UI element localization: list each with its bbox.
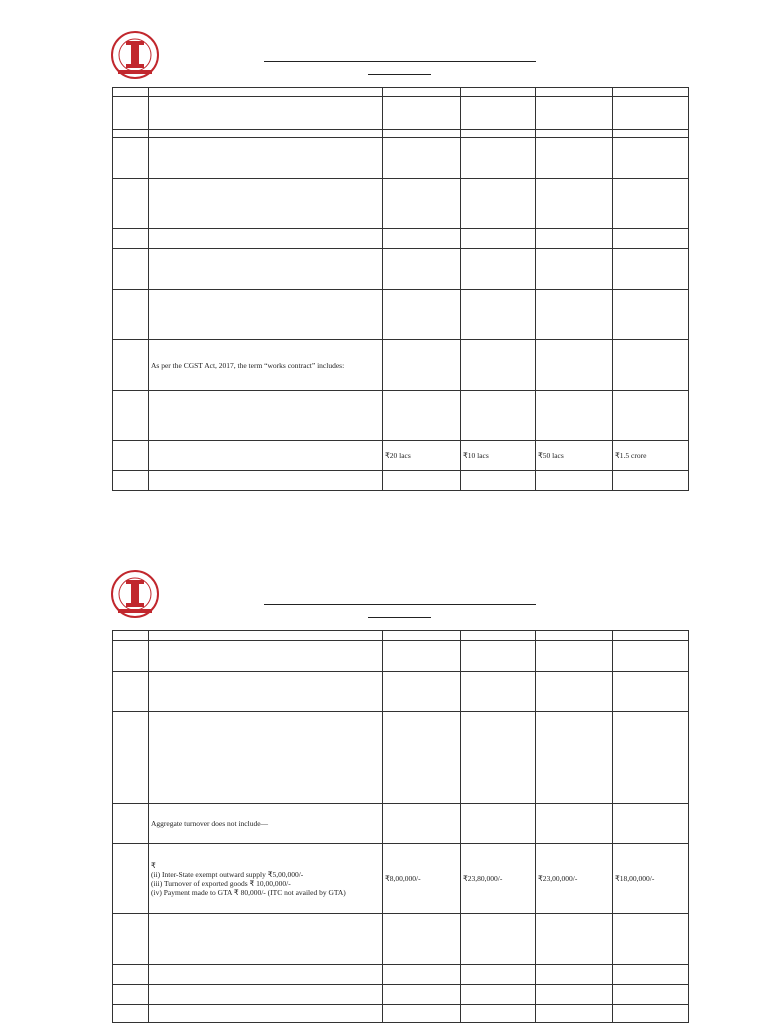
q-number bbox=[113, 965, 149, 985]
option-a bbox=[383, 290, 461, 340]
table-row bbox=[113, 471, 689, 491]
option-d bbox=[613, 249, 689, 290]
question-table bbox=[112, 630, 689, 1023]
option-b bbox=[461, 471, 536, 491]
option-c bbox=[536, 290, 613, 340]
table-row bbox=[113, 1005, 689, 1023]
subheader-rule bbox=[368, 617, 431, 618]
option-c bbox=[536, 914, 613, 965]
option-d bbox=[613, 290, 689, 340]
option-a bbox=[383, 985, 461, 1005]
table-row bbox=[113, 88, 689, 97]
question-cell bbox=[149, 631, 383, 641]
option-c bbox=[536, 130, 613, 138]
q-number bbox=[113, 340, 149, 391]
option-a bbox=[383, 712, 461, 804]
option-b bbox=[461, 179, 536, 229]
q-number bbox=[113, 138, 149, 179]
question-cell bbox=[149, 712, 383, 804]
table-row bbox=[113, 985, 689, 1005]
option-a bbox=[383, 97, 461, 130]
option-a bbox=[383, 631, 461, 641]
q-number bbox=[113, 1005, 149, 1023]
option-a bbox=[383, 914, 461, 965]
option-b bbox=[461, 914, 536, 965]
subheader-rule bbox=[368, 74, 431, 75]
option-c bbox=[536, 138, 613, 179]
option-a bbox=[383, 229, 461, 249]
option-b bbox=[461, 1005, 536, 1023]
option-d: ₹18,00,000/- bbox=[613, 844, 689, 914]
q-number bbox=[113, 391, 149, 441]
option-d bbox=[613, 179, 689, 229]
q-number bbox=[113, 88, 149, 97]
q-number bbox=[113, 641, 149, 672]
option-c bbox=[536, 631, 613, 641]
option-d bbox=[613, 804, 689, 844]
option-b bbox=[461, 130, 536, 138]
option-a bbox=[383, 672, 461, 712]
table-row bbox=[113, 249, 689, 290]
table-row bbox=[113, 229, 689, 249]
option-c bbox=[536, 1005, 613, 1023]
institute-logo bbox=[110, 30, 160, 80]
option-a bbox=[383, 88, 461, 97]
option-d bbox=[613, 97, 689, 130]
option-c bbox=[536, 97, 613, 130]
question-cell: Aggregate turnover does not include— bbox=[149, 804, 383, 844]
question-cell bbox=[149, 290, 383, 340]
question-cell bbox=[149, 179, 383, 229]
option-b bbox=[461, 712, 536, 804]
q-number bbox=[113, 179, 149, 229]
option-a bbox=[383, 130, 461, 138]
option-d bbox=[613, 641, 689, 672]
option-a bbox=[383, 471, 461, 491]
question-cell bbox=[149, 138, 383, 179]
q-number bbox=[113, 249, 149, 290]
option-c bbox=[536, 229, 613, 249]
q-number bbox=[113, 290, 149, 340]
option-b bbox=[461, 229, 536, 249]
option-a bbox=[383, 965, 461, 985]
option-d bbox=[613, 712, 689, 804]
table-row bbox=[113, 804, 689, 844]
option-b bbox=[461, 88, 536, 97]
option-b bbox=[461, 340, 536, 391]
option-d bbox=[613, 88, 689, 97]
option-d bbox=[613, 130, 689, 138]
institute-logo bbox=[110, 569, 160, 619]
question-cell bbox=[149, 471, 383, 491]
option-d bbox=[613, 340, 689, 391]
header-rule bbox=[264, 61, 536, 62]
option-d bbox=[613, 391, 689, 441]
option-b bbox=[461, 672, 536, 712]
q-number bbox=[113, 97, 149, 130]
option-c bbox=[536, 965, 613, 985]
option-b bbox=[461, 641, 536, 672]
option-d: ₹1.5 crore bbox=[613, 441, 689, 471]
option-b bbox=[461, 138, 536, 179]
header-rule bbox=[264, 604, 536, 605]
table-row bbox=[113, 631, 689, 641]
question-cell bbox=[149, 441, 383, 471]
option-d bbox=[613, 229, 689, 249]
q-number bbox=[113, 441, 149, 471]
option-a bbox=[383, 391, 461, 441]
option-d bbox=[613, 672, 689, 712]
option-d bbox=[613, 985, 689, 1005]
option-c: ₹50 lacs bbox=[536, 441, 613, 471]
q-number bbox=[113, 804, 149, 844]
question-cell bbox=[149, 88, 383, 97]
q-number bbox=[113, 130, 149, 138]
table-row bbox=[113, 672, 689, 712]
question-cell bbox=[149, 249, 383, 290]
question-cell bbox=[149, 130, 383, 138]
option-c bbox=[536, 712, 613, 804]
option-a bbox=[383, 1005, 461, 1023]
option-c bbox=[536, 672, 613, 712]
option-b: ₹10 lacs bbox=[461, 441, 536, 471]
option-b bbox=[461, 985, 536, 1005]
q-number bbox=[113, 985, 149, 1005]
table-row bbox=[113, 712, 689, 804]
question-cell bbox=[149, 97, 383, 130]
option-c bbox=[536, 340, 613, 391]
q-number bbox=[113, 229, 149, 249]
option-a bbox=[383, 804, 461, 844]
table-row bbox=[113, 179, 689, 229]
question-cell: As per the CGST Act, 2017, the term “works contract” includes: bbox=[149, 340, 383, 391]
option-b bbox=[461, 631, 536, 641]
option-a bbox=[383, 340, 461, 391]
table-row bbox=[113, 641, 689, 672]
option-b bbox=[461, 97, 536, 130]
option-c bbox=[536, 471, 613, 491]
option-b bbox=[461, 249, 536, 290]
question-cell bbox=[149, 391, 383, 441]
q-number bbox=[113, 631, 149, 641]
question-cell bbox=[149, 641, 383, 672]
option-c bbox=[536, 179, 613, 229]
q-number bbox=[113, 844, 149, 914]
question-cell: ₹ (ii) Inter-State exempt outward supply ₹5,00,000/- (iii) Turnover of exported goods ₹ 10,00,000/- (iv) Payment made to GTA ₹ 80,000/- (ITC not availed by GTA) bbox=[149, 844, 383, 914]
table-row bbox=[113, 965, 689, 985]
option-c bbox=[536, 88, 613, 97]
question-cell bbox=[149, 965, 383, 985]
option-c bbox=[536, 249, 613, 290]
option-c bbox=[536, 641, 613, 672]
option-a bbox=[383, 641, 461, 672]
option-a bbox=[383, 249, 461, 290]
option-b bbox=[461, 391, 536, 441]
question-cell bbox=[149, 229, 383, 249]
option-d bbox=[613, 471, 689, 491]
option-d bbox=[613, 914, 689, 965]
table-row bbox=[113, 340, 689, 391]
table-row bbox=[113, 138, 689, 179]
option-d bbox=[613, 1005, 689, 1023]
question-cell bbox=[149, 672, 383, 712]
option-c bbox=[536, 985, 613, 1005]
option-b bbox=[461, 804, 536, 844]
table-row bbox=[113, 441, 689, 471]
table-row bbox=[113, 97, 689, 130]
option-d bbox=[613, 965, 689, 985]
table-row bbox=[113, 290, 689, 340]
q-number bbox=[113, 672, 149, 712]
option-a: ₹20 lacs bbox=[383, 441, 461, 471]
option-a: ₹8,00,000/- bbox=[383, 844, 461, 914]
option-c: ₹23,00,000/- bbox=[536, 844, 613, 914]
option-b bbox=[461, 290, 536, 340]
option-b: ₹23,80,000/- bbox=[461, 844, 536, 914]
option-b bbox=[461, 965, 536, 985]
option-c bbox=[536, 804, 613, 844]
table-row bbox=[113, 130, 689, 138]
option-c bbox=[536, 391, 613, 441]
q-number bbox=[113, 471, 149, 491]
q-number bbox=[113, 712, 149, 804]
question-cell bbox=[149, 1005, 383, 1023]
question-cell bbox=[149, 914, 383, 965]
option-a bbox=[383, 179, 461, 229]
table-row bbox=[113, 914, 689, 965]
question-table bbox=[112, 87, 689, 491]
table-row bbox=[113, 391, 689, 441]
q-number bbox=[113, 914, 149, 965]
option-d bbox=[613, 138, 689, 179]
option-a bbox=[383, 138, 461, 179]
table-row bbox=[113, 844, 689, 914]
question-cell bbox=[149, 985, 383, 1005]
option-d bbox=[613, 631, 689, 641]
